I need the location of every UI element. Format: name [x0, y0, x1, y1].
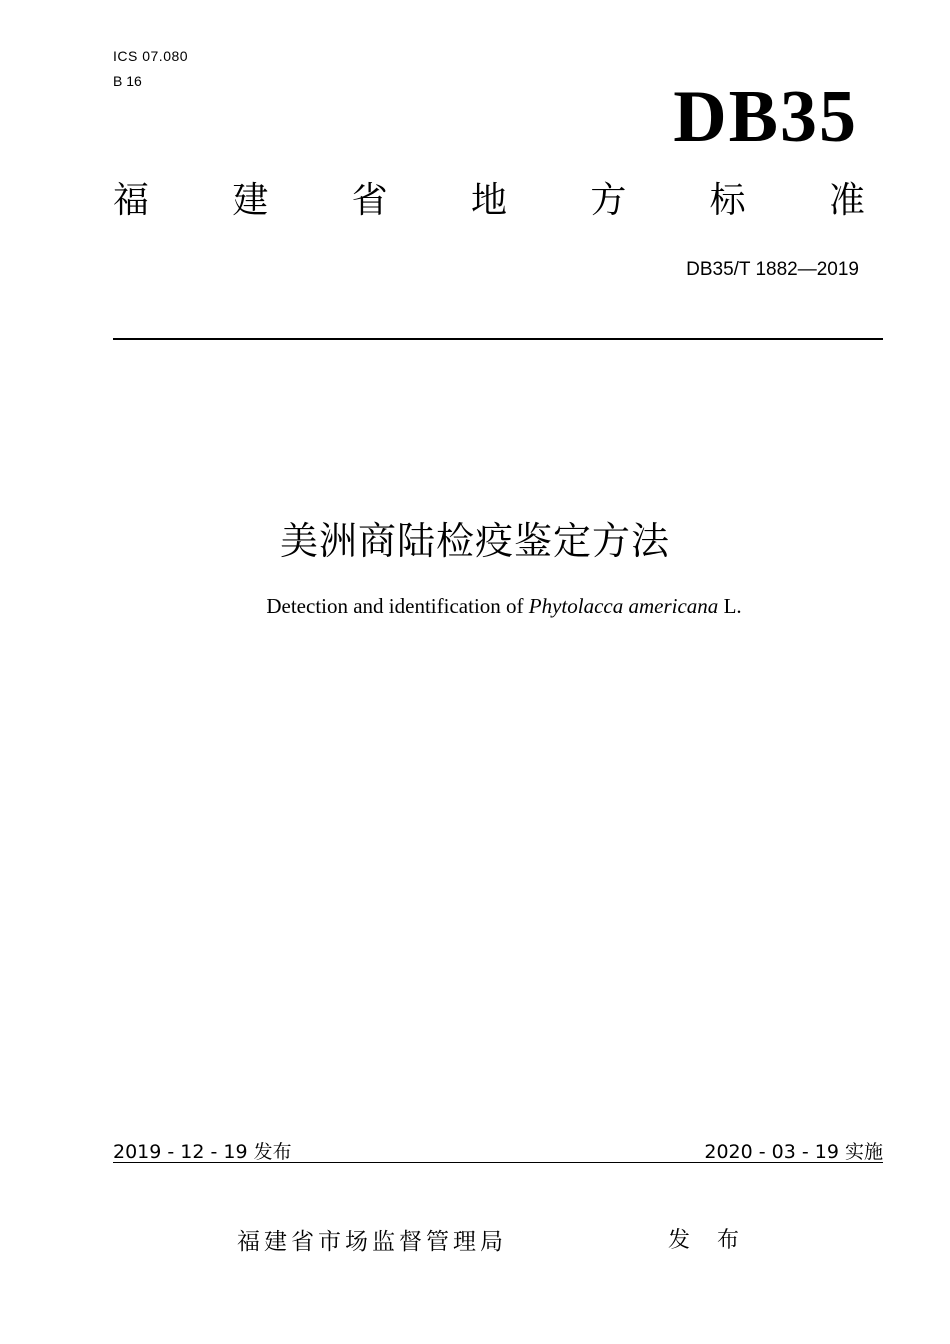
- standard-type-char: 福: [113, 180, 150, 221]
- issue-date: 2019 - 12 - 19 发布: [113, 1141, 292, 1163]
- standard-type-heading: [113, 180, 865, 221]
- standard-type-char: 省: [351, 180, 388, 221]
- standard-type-char: 标: [709, 180, 746, 221]
- title-english-species: Phytolacca americana: [528, 594, 719, 618]
- ics-code: ICS 07.080: [113, 48, 189, 64]
- title-english: [0, 594, 950, 619]
- title-english-suffix: L.: [718, 594, 742, 618]
- standard-type-char: 建: [232, 180, 269, 221]
- standard-type-char: 方: [590, 180, 627, 221]
- publisher-name: 福建省市场监督管理局: [237, 1229, 507, 1255]
- publish-label: 发 布: [668, 1228, 749, 1253]
- title-english-prefix: Detection and identification of: [266, 594, 529, 618]
- standard-type-char: 准: [828, 180, 865, 221]
- top-divider: [113, 338, 883, 340]
- title-chinese: 美洲商陆检疫鉴定方法: [279, 519, 670, 563]
- standard-code-logo: DB35: [673, 76, 858, 158]
- bottom-divider: [113, 1162, 883, 1163]
- ccs-code: B 16: [113, 73, 142, 89]
- implementation-date: 2020 - 03 - 19 实施: [704, 1141, 883, 1163]
- standard-type-char: 地: [470, 180, 507, 221]
- standard-number: DB35/T 1882—2019: [686, 259, 859, 280]
